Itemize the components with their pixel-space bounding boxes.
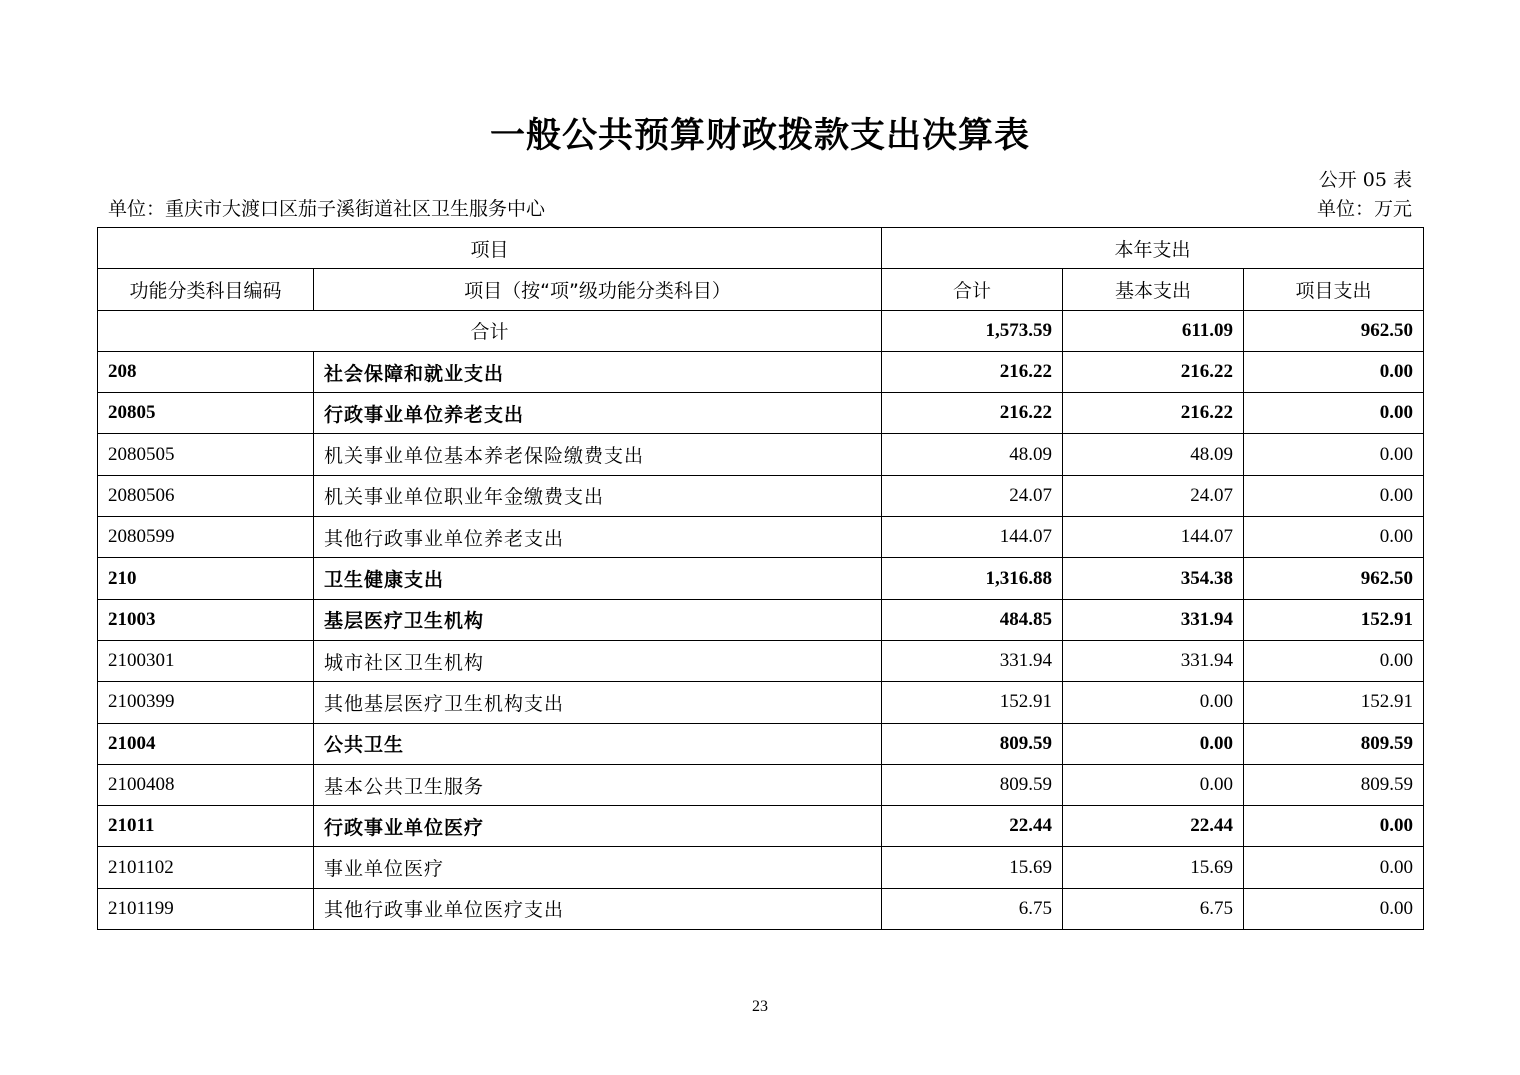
cell-total: 152.91	[882, 682, 1063, 723]
table-row	[98, 640, 1424, 681]
table-row	[98, 723, 1424, 764]
cell-name: 公共卫生	[314, 723, 882, 764]
cell-total: 48.09	[882, 434, 1063, 475]
cell-project: 0.00	[1244, 475, 1424, 516]
cell-project: 962.50	[1244, 558, 1424, 599]
page-number: 23	[752, 998, 768, 1015]
cell-project: 0.00	[1244, 351, 1424, 392]
cell-name: 其他行政事业单位养老支出	[314, 517, 882, 558]
cell-name: 城市社区卫生机构	[314, 640, 882, 681]
cell-basic: 331.94	[1063, 599, 1244, 640]
cell-code: 20805	[98, 393, 314, 434]
cell-project: 0.00	[1244, 806, 1424, 847]
cell-name: 其他行政事业单位医疗支出	[314, 888, 882, 929]
cell-name: 行政事业单位医疗	[314, 806, 882, 847]
cell-code: 2080599	[98, 517, 314, 558]
cell-code: 2100399	[98, 682, 314, 723]
cell-name: 基本公共卫生服务	[314, 764, 882, 805]
total-row	[98, 310, 1424, 351]
table-row	[98, 806, 1424, 847]
cell-basic: 354.38	[1063, 558, 1244, 599]
organization-unit: 单位：重庆市大渡口区茄子溪街道社区卫生服务中心	[108, 198, 546, 220]
currency-unit: 单位：万元	[1316, 198, 1412, 220]
total-basic: 611.09	[1063, 310, 1244, 351]
cell-project: 0.00	[1244, 640, 1424, 681]
cell-name: 行政事业单位养老支出	[314, 393, 882, 434]
header-expense-group: 本年支出	[882, 228, 1424, 269]
cell-name: 机关事业单位基本养老保险缴费支出	[314, 434, 882, 475]
cell-total: 15.69	[882, 847, 1063, 888]
cell-code: 2100408	[98, 764, 314, 805]
cell-total: 809.59	[882, 723, 1063, 764]
cell-total: 216.22	[882, 351, 1063, 392]
header-row-columns	[98, 269, 1424, 310]
cell-name: 机关事业单位职业年金缴费支出	[314, 475, 882, 516]
cell-total: 22.44	[882, 806, 1063, 847]
table-row	[98, 475, 1424, 516]
cell-total: 1,316.88	[882, 558, 1063, 599]
cell-basic: 216.22	[1063, 351, 1244, 392]
cell-total: 809.59	[882, 764, 1063, 805]
cell-code: 21003	[98, 599, 314, 640]
cell-code: 210	[98, 558, 314, 599]
header-total: 合计	[882, 269, 1063, 310]
cell-project: 0.00	[1244, 434, 1424, 475]
cell-project: 0.00	[1244, 888, 1424, 929]
cell-project: 0.00	[1244, 393, 1424, 434]
header-name: 项目（按“项”级功能分类科目）	[314, 269, 882, 310]
cell-total: 216.22	[882, 393, 1063, 434]
cell-project: 809.59	[1244, 723, 1424, 764]
header-basic: 基本支出	[1063, 269, 1244, 310]
table-row	[98, 351, 1424, 392]
cell-name: 社会保障和就业支出	[314, 351, 882, 392]
cell-code: 2080506	[98, 475, 314, 516]
cell-code: 2100301	[98, 640, 314, 681]
cell-total: 24.07	[882, 475, 1063, 516]
header-code: 功能分类科目编码	[98, 269, 314, 310]
cell-basic: 48.09	[1063, 434, 1244, 475]
cell-total: 144.07	[882, 517, 1063, 558]
table-row	[98, 434, 1424, 475]
cell-basic: 15.69	[1063, 847, 1244, 888]
cell-project: 809.59	[1244, 764, 1424, 805]
table-row	[98, 888, 1424, 929]
cell-name: 卫生健康支出	[314, 558, 882, 599]
table-row	[98, 599, 1424, 640]
cell-project: 0.00	[1244, 517, 1424, 558]
total-label: 合计	[98, 310, 882, 351]
cell-basic: 0.00	[1063, 723, 1244, 764]
cell-name: 事业单位医疗	[314, 847, 882, 888]
cell-total: 484.85	[882, 599, 1063, 640]
cell-basic: 331.94	[1063, 640, 1244, 681]
document-title: 一般公共预算财政拨款支出决算表	[489, 116, 1030, 156]
cell-name: 基层医疗卫生机构	[314, 599, 882, 640]
cell-basic: 24.07	[1063, 475, 1244, 516]
cell-basic: 6.75	[1063, 888, 1244, 929]
table-row	[98, 682, 1424, 723]
form-number: 公开 05 表	[1318, 169, 1412, 191]
cell-project: 152.91	[1244, 599, 1424, 640]
table-row	[98, 764, 1424, 805]
cell-total: 331.94	[882, 640, 1063, 681]
cell-project: 0.00	[1244, 847, 1424, 888]
cell-total: 6.75	[882, 888, 1063, 929]
total-project: 962.50	[1244, 310, 1424, 351]
header-project: 项目支出	[1244, 269, 1424, 310]
budget-table	[97, 227, 1424, 930]
cell-name: 其他基层医疗卫生机构支出	[314, 682, 882, 723]
cell-project: 152.91	[1244, 682, 1424, 723]
table-row	[98, 847, 1424, 888]
cell-basic: 144.07	[1063, 517, 1244, 558]
cell-basic: 22.44	[1063, 806, 1244, 847]
cell-basic: 216.22	[1063, 393, 1244, 434]
total-total: 1,573.59	[882, 310, 1063, 351]
table-row	[98, 393, 1424, 434]
cell-code: 2080505	[98, 434, 314, 475]
table-row	[98, 517, 1424, 558]
header-project-group: 项目	[98, 228, 882, 269]
cell-code: 208	[98, 351, 314, 392]
cell-code: 2101102	[98, 847, 314, 888]
cell-basic: 0.00	[1063, 682, 1244, 723]
table-row	[98, 558, 1424, 599]
header-row-group	[98, 228, 1424, 269]
cell-code: 21004	[98, 723, 314, 764]
cell-code: 21011	[98, 806, 314, 847]
cell-basic: 0.00	[1063, 764, 1244, 805]
cell-code: 2101199	[98, 888, 314, 929]
